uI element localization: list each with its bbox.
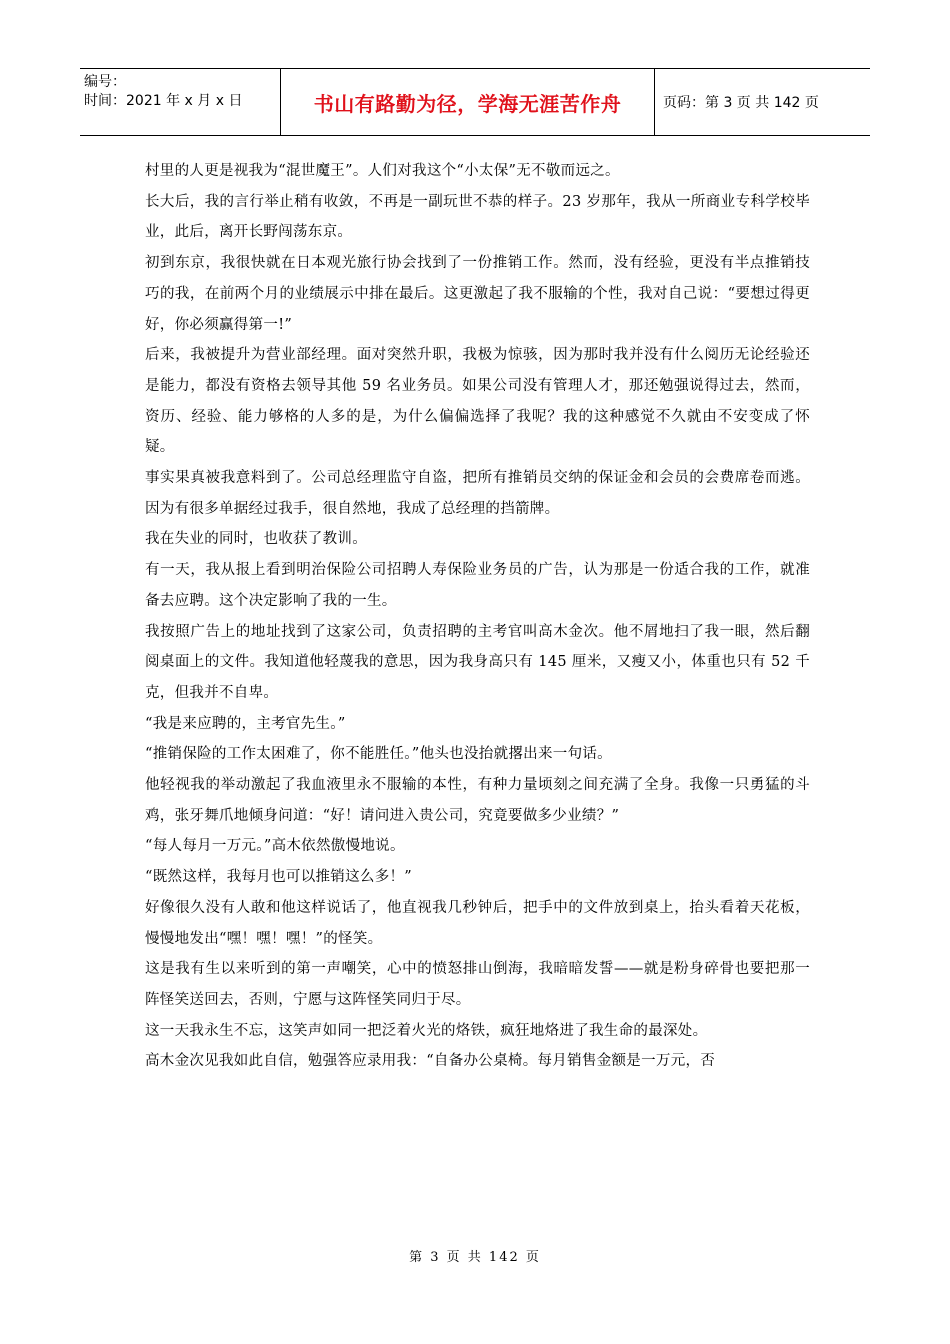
document-date: 时间：2021 年 x 月 x 日 — [84, 93, 243, 109]
paragraph: “我是来应聘的，主考官先生。” — [145, 715, 346, 732]
paragraph: “既然这样，我每月也可以推销这么多！” — [145, 869, 413, 886]
paragraph: 后来，我被提升为营业部经理。面对突然升职，我极为惊骇，因为那时我并没有什么阅历无论经验还是能力，都没有资格去领导其他 59 名业务员。如果公司没有管理人才，那还勉强说得过去，然而，资历、经验、能力够格的人多的是，为什么偏偏选择了我呢？我的这种感觉不久就由不安变成了怀疑。 — [145, 347, 810, 456]
paragraph: 有一天，我从报上看到明治保险公司招聘人寿保险业务员的广告，认为那是一份适合我的工作，就准备去应聘。这个决定影响了我的一生。 — [145, 562, 810, 609]
motto-text: 书山有路勤为径，学海无涯苦作舟 — [313, 91, 622, 116]
paragraph: 好像很久没有人敢和他这样说话了，他直视我几秒钟后，把手中的文件放到桌上，抬头看着天花板，慢慢地发出“嘿！嘿！嘿！”的怪笑。 — [145, 899, 810, 947]
paragraph: 村里的人更是视我为“混世魔王”。人们对我这个“小太保”无不敬而远之。 — [145, 163, 620, 179]
paragraph: 我在失业的同时，也收获了教训。 — [145, 531, 367, 548]
document-number-label: 编号： — [84, 74, 126, 90]
paragraph: “推销保险的工作太困难了，你不能胜任。”他头也没抬就撂出来一句话。 — [145, 746, 612, 763]
header-motto-cell — [281, 69, 655, 135]
page-footer — [0, 1246, 950, 1265]
paragraph: 他轻视我的举动激起了我血液里永不服输的本性，有种力量顷刻之间充满了全身。我像一只勇猛的斗鸡，张牙舞爪地倾身问道：“好！请问进入贵公司，究竟要做多少业绩？” — [145, 777, 810, 824]
page-header — [80, 68, 870, 136]
paragraph: 事实果真被我意料到了。公司总经理监守自盗，把所有推销员交纳的保证金和会员的会费席卷而逃。因为有很多单据经过我手，很自然地，我成了总经理的挡箭牌。 — [145, 470, 810, 517]
paragraph: 长大后，我的言行举止稍有收敛，不再是一副玩世不恭的样子。23 岁那年，我从一所商业专科学校毕业，此后，离开长野闯荡东京。 — [145, 193, 810, 241]
page-info-text: 页码：第 3 页 共 142 页 — [663, 95, 819, 111]
paragraph: 高木金次见我如此自信，勉强答应录用我：“自备办公桌椅。每月销售金额是一万元，否 — [145, 1053, 716, 1070]
header-page-info — [655, 69, 870, 135]
paragraph: 初到东京，我很快就在日本观光旅行协会找到了一份推销工作。然而，没有经验，更没有半点推销技巧的我，在前两个月的业绩展示中排在最后。这更激起了我不服输的个性，我对自己说：“要想过得更好，你必须赢得第一!” — [145, 255, 810, 333]
document-body — [145, 156, 810, 1077]
paragraph: 这一天我永生不忘，这笑声如同一把泛着火光的烙铁，疯狂地烙进了我生命的最深处。 — [145, 1022, 708, 1039]
footer-page-number: 第 3 页 共 142 页 — [409, 1250, 541, 1265]
paragraph: 我按照广告上的地址找到了这家公司，负责招聘的主考官叫高木金次。他不屑地扫了我一眼，然后翻阅桌面上的文件。我知道他轻蔑我的意思，因为我身高只有 145 厘米，又瘦又小，体重也只有 52 千克，但我并不自卑。 — [145, 623, 810, 701]
paragraph: “每人每月一万元。”高木依然傲慢地说。 — [145, 838, 405, 855]
header-meta — [80, 69, 281, 135]
paragraph: 这是我有生以来听到的第一声嘲笑，心中的愤怒排山倒海，我暗暗发誓——就是粉身碎骨也要把那一阵怪笑送回去，否则，宁愿与这阵怪笑同归于尽。 — [145, 961, 810, 1008]
